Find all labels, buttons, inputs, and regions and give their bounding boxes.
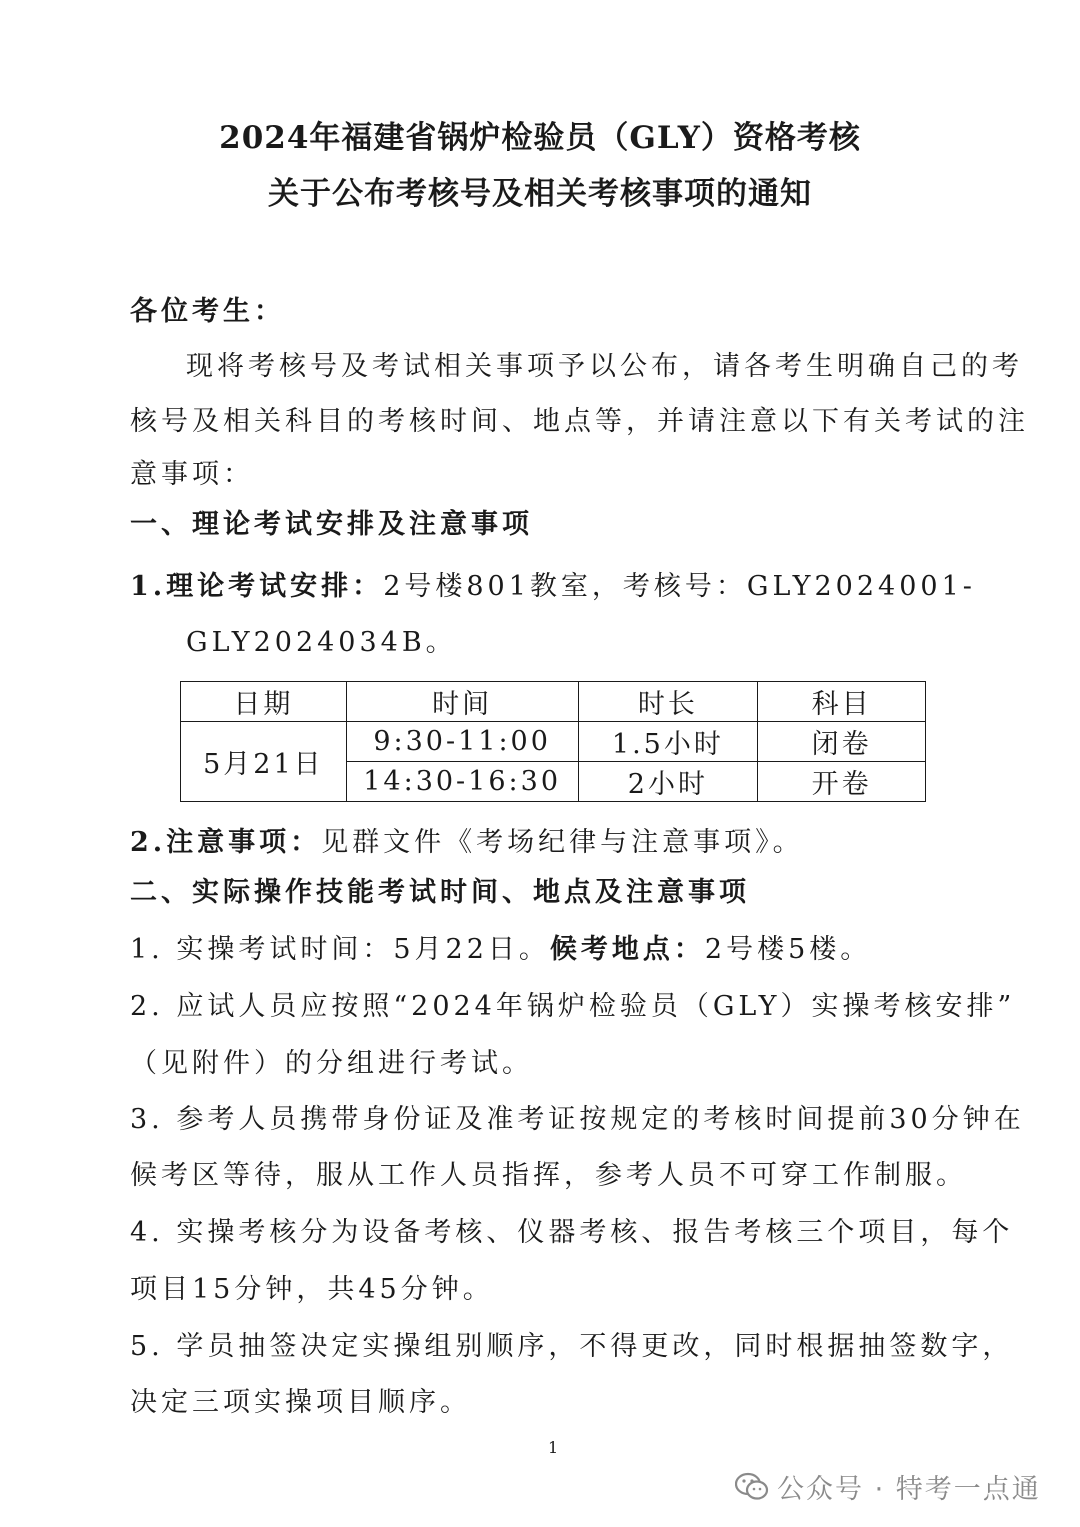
section2-item5-line1: 5. 学员抽签决定实操组别顺序，不得更改，同时根据抽签数字， — [130, 1331, 1014, 1362]
watermark-text: 公众号 · 特考一点通 — [777, 1474, 1041, 1505]
intro-line-3: 意事项： — [130, 459, 254, 490]
section2-item2-line1: 2. 应试人员应按照“2024年锅炉检验员（GLY）实操考核安排” — [130, 991, 1016, 1022]
section1-item1 — [130, 564, 976, 603]
intro-line-2: 核号及相关科目的考核时间、地点等，并请注意以下有关考试的注 — [130, 406, 1029, 437]
section1-item2 — [130, 820, 804, 859]
section2-item1-bold: 候考地点： — [549, 934, 705, 965]
cell-duration: 2小时 — [578, 762, 758, 802]
section2-item3-line2: 候考区等待，服从工作人员指挥，参考人员不可穿工作制服。 — [130, 1160, 967, 1191]
page-number: 1 — [548, 1438, 559, 1457]
table-row — [181, 722, 926, 762]
watermark — [735, 1467, 1041, 1506]
table-header-row — [181, 682, 926, 722]
title-line-1: 2024年福建省锅炉检验员（GLY）资格考核 — [219, 120, 861, 156]
section2-item2-line2: （见附件）的分组进行考试。 — [130, 1048, 533, 1079]
salutation: 各位考生： — [130, 296, 285, 327]
section1-item2-label: 2.注意事项： — [130, 827, 322, 858]
section1-item1-text: 2号楼801教室，考核号：GLY2024001- — [383, 571, 976, 602]
header-time: 时间 — [346, 682, 578, 722]
cell-date: 5月21日 — [181, 722, 347, 802]
section1-item1-label: 1.理论考试安排： — [130, 571, 384, 602]
cell-subject: 闭卷 — [758, 722, 926, 762]
section1-item2-text: 见群文件《考场纪律与注意事项》。 — [321, 827, 804, 858]
section1-item1-cont: GLY2024034B。 — [186, 627, 457, 658]
section2-item5-line2: 决定三项实操项目顺序。 — [130, 1387, 471, 1418]
cell-subject: 开卷 — [758, 762, 926, 802]
section1-heading: 一、理论考试安排及注意事项 — [130, 509, 533, 540]
header-subject: 科目 — [758, 682, 926, 722]
section2-item1-text: 1. 实操考试时间：5月22日。 — [130, 934, 550, 965]
exam-schedule-table — [180, 681, 926, 802]
intro-line-1: 现将考核号及考试相关事项予以公布，请各考生明确自己的考 — [186, 351, 1023, 382]
title-line-2: 关于公布考核号及相关考核事项的通知 — [268, 176, 812, 212]
section2-item3-line1: 3. 参考人员携带身份证及准考证按规定的考核时间提前30分钟在 — [130, 1104, 1025, 1135]
section2-item4-line2: 项目15分钟，共45分钟。 — [130, 1274, 494, 1305]
section2-item4-line1: 4. 实操考核分为设备考核、仪器考核、报告考核三个项目，每个 — [130, 1217, 1014, 1248]
section2-item1 — [130, 927, 871, 966]
header-duration: 时长 — [578, 682, 758, 722]
section2-heading: 二、实际操作技能考试时间、地点及注意事项 — [130, 877, 750, 908]
cell-time: 9:30-11:00 — [346, 722, 578, 762]
cell-time: 14:30-16:30 — [346, 762, 578, 802]
header-date: 日期 — [181, 682, 347, 722]
section2-item1-tail: 2号楼5楼。 — [704, 934, 872, 965]
cell-duration: 1.5小时 — [578, 722, 758, 762]
wechat-icon — [735, 1472, 769, 1502]
